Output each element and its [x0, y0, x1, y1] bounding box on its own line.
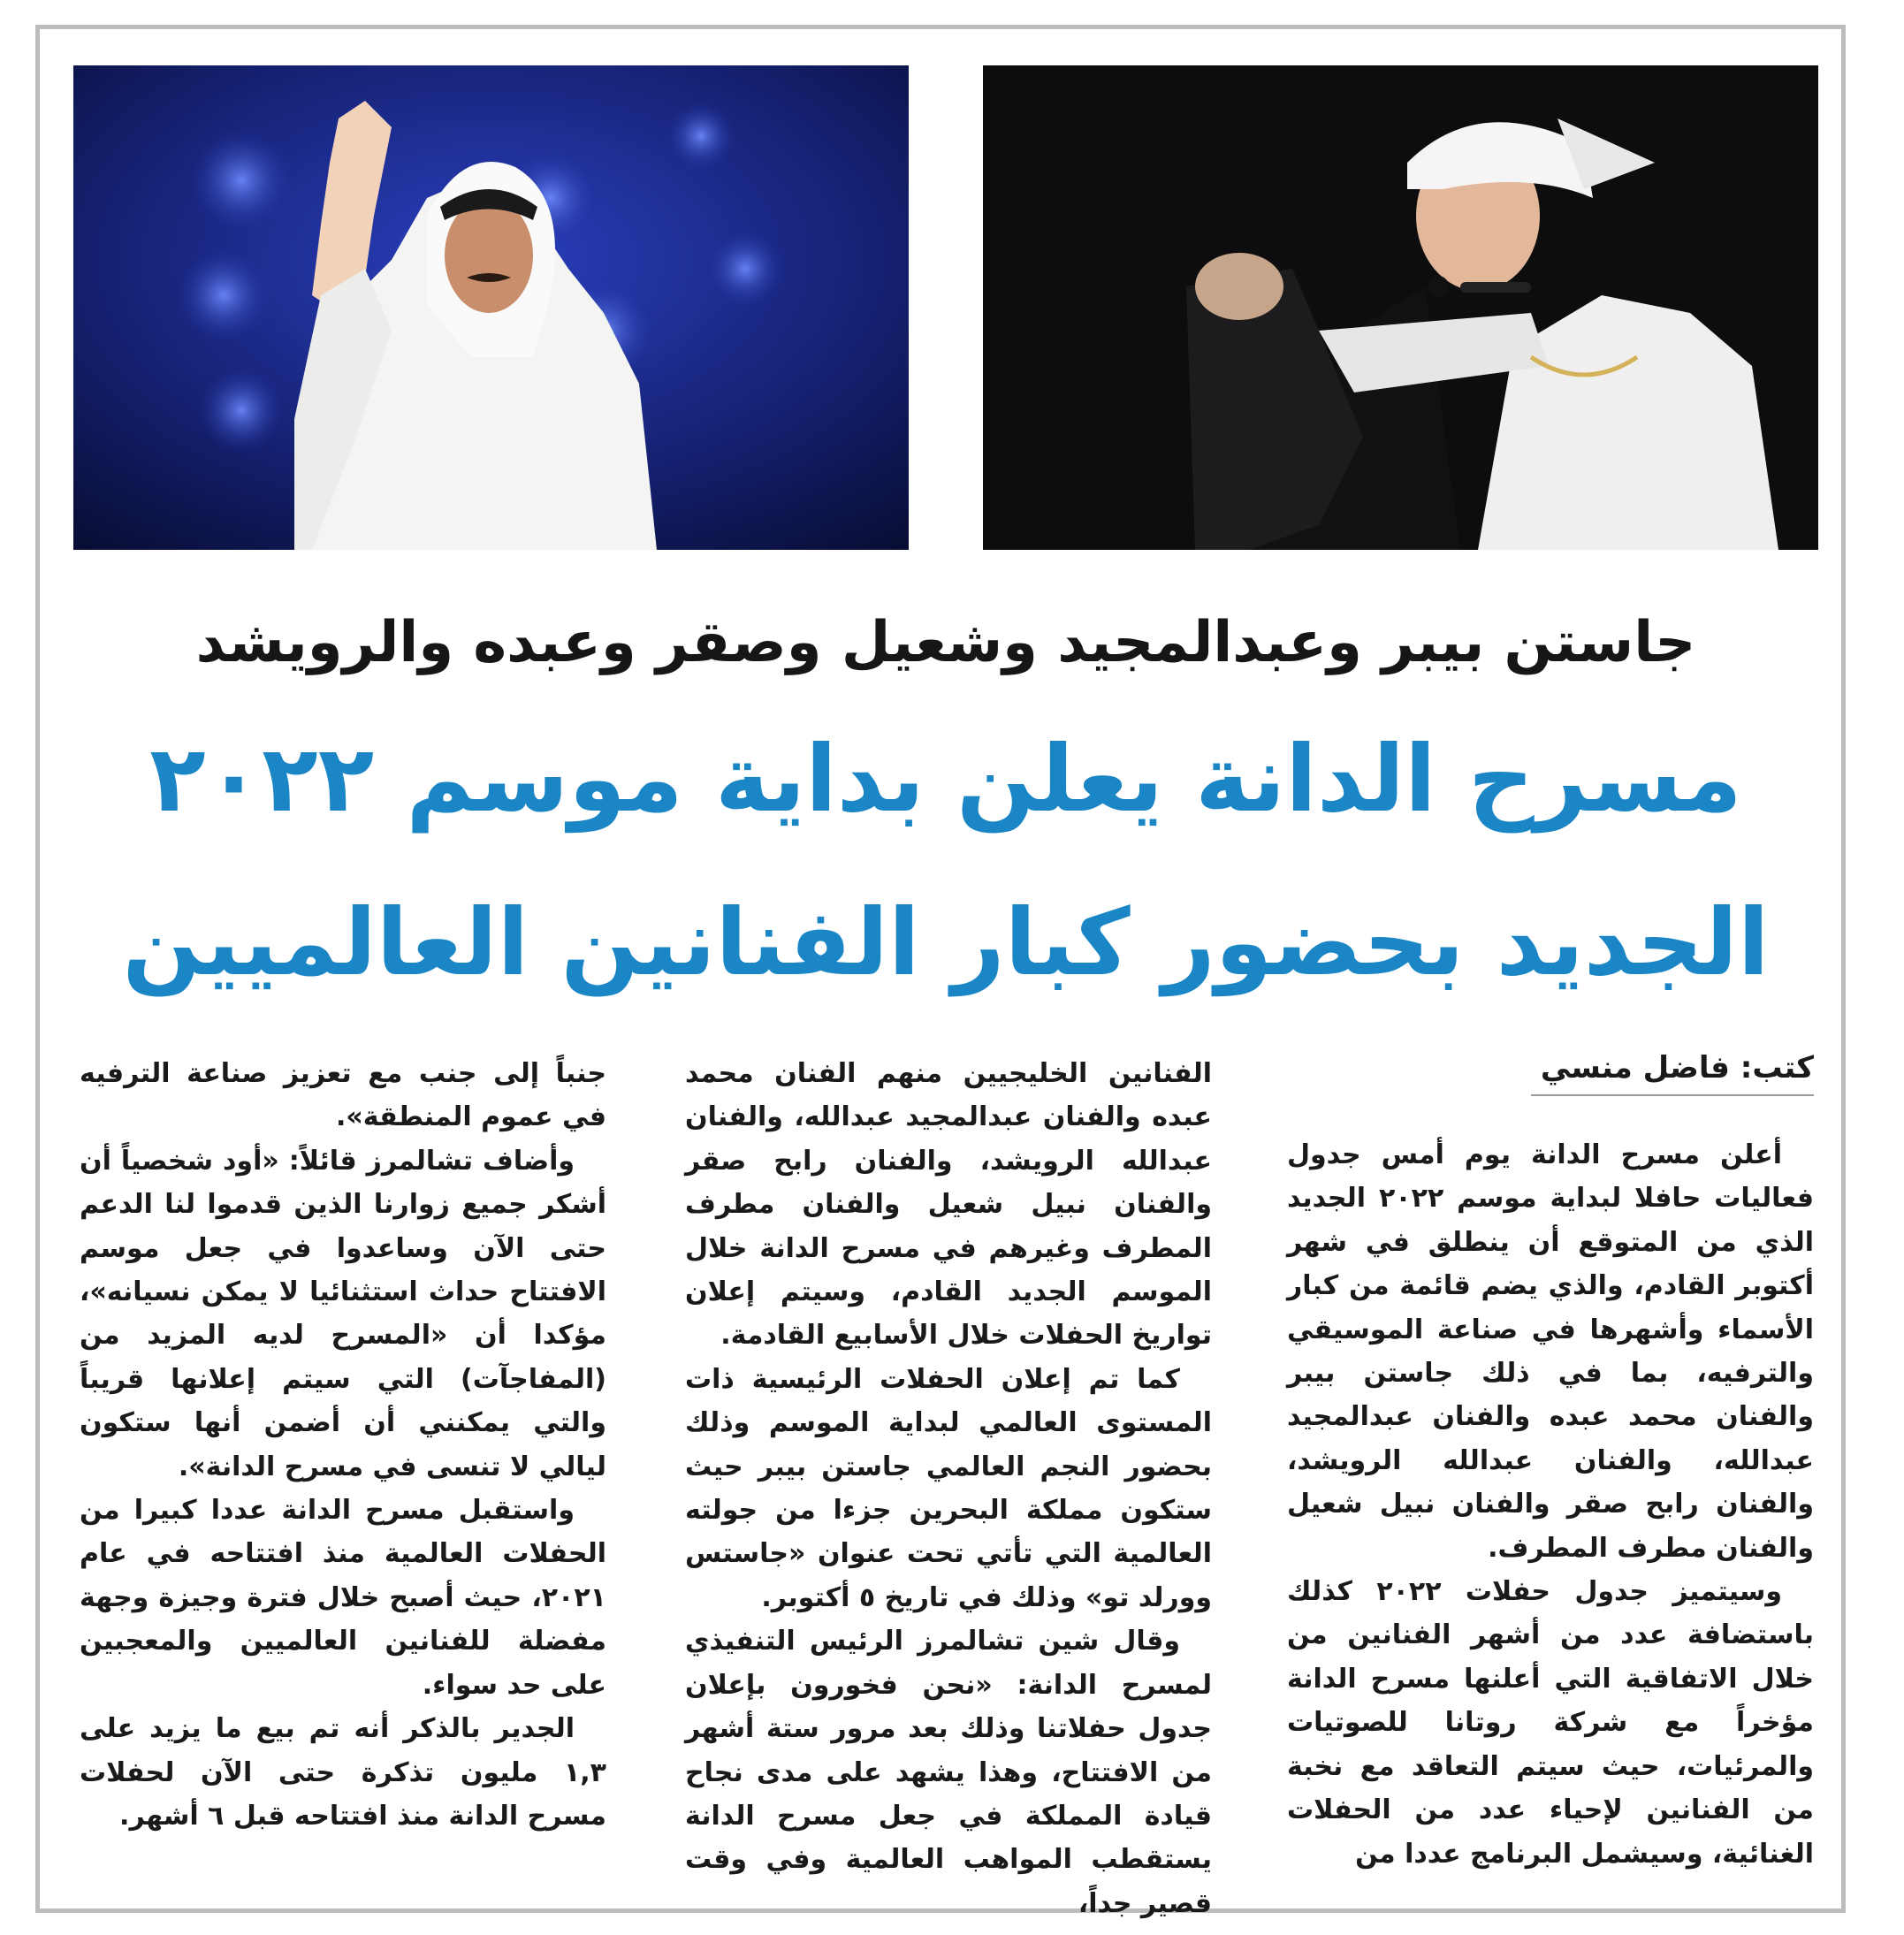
paragraph: وقال شين تشالمرز الرئيس التنفيذي لمسرح الدانة: «نحن فخورون بإعلان جدول حفلاتنا وذلك بعد مرور ستة أشهر من الافتتاح، وهذا يشهد على مدى نجاح قيادة المملكة في جعل مسرح الدانة يستقطب المواهب العالمية وفي وقت قصير جداً،: [685, 1626, 1212, 1919]
paragraph: جنباً إلى جنب مع تعزيز صناعة الترفيه في عموم المنطقة».: [80, 1058, 606, 1133]
paragraph: وأضاف تشالمرز قائلاً: «أود شخصياً أن أشكر جميع زوارنا الذين قدموا لنا الدعم حتى الآن وساعدوا في جعل موسم الافتتاح حداث استثنائيا لا يمكن نسيانه»، مؤكدا أن «المسرح لديه المزيد من (المفاجآت) التي سيتم إعلانها قريباً والتي يمكنني أن أضمن أنها ستكون ليالي لا تنسى في مسرح الدانة».: [80, 1145, 606, 1482]
article-column-left: [80, 1052, 606, 1883]
paragraph: أعلن مسرح الدانة يوم أمس جدول فعاليات حافلا لبداية موسم ٢٠٢٢ الجديد الذي من المتوقع أن ينطلق في شهر أكتوبر القادم، والذي يضم قائمة من كبار الأسماء وأشهرها في صناعة الموسيقي والترفيه، بما في ذلك جاستن بيبر والفنان محمد عبده والفنان عبدالمجيد عبدالله، والفنان عبدالله الرويشد، والفنان رابح صقر والفنان نبيل شعيل والفنان مطرف المطرف.: [1287, 1139, 1814, 1564]
article-headline-line-2: الجديد بحضور كبار الفنانين العالميين: [122, 888, 1770, 996]
paragraph: الجدير بالذكر أنه تم بيع ما يزيد على ١,٣ مليون تذكرة حتى الآن لحفلات مسرح الدانة منذ افتتاحه قبل ٦ أشهر.: [80, 1713, 606, 1832]
article-headline-line-1: مسرح الدانة يعلن بداية موسم ٢٠٢٢: [149, 725, 1742, 833]
article-kicker: جاستن بيبر وعبدالمجيد وشعيل وصقر وعبده والرويشد: [195, 610, 1696, 675]
article-column-right: [1287, 1133, 1814, 1893]
article-byline: كتب: فاضل منسي: [1531, 1050, 1814, 1096]
photo-singer-pointing: [983, 65, 1818, 550]
paragraph: وسيتميز جدول حفلات ٢٠٢٢ كذلك باستضافة عدد من أشهر الفنانين من خلال الاتفاقية التي أعلنها مسرح الدانة مؤخراً مع شركة روتانا للصوتيات والمرئيات، حيث سيتم التعاقد مع نخبة من الفنانين لإحياء عدد من الحفلات الغنائية، وسيشمل البرنامج عددا من: [1287, 1576, 1814, 1870]
paragraph: واستقبل مسرح الدانة عددا كبيرا من الحفلات العالمية منذ افتتاحه في عام ٢٠٢١، حيث أصبح خلال فترة وجيزة وجهة مفضلة للفنانين العالميين والمعجبين على حد سواء.: [80, 1495, 606, 1701]
paragraph: الفنانين الخليجيين منهم الفنان محمد عبده والفنان عبدالمجيد عبدالله، والفنان عبدالله الرويشد، والفنان رابح صقر والفنان نبيل شعيل والفنان مطرف المطرف وغيرهم في مسرح الدانة خلال الموسم الجديد القادم، وسيتم إعلان تواريخ الحفلات خلال الأسابيع القادمة.: [685, 1058, 1212, 1352]
photo-singer-waving: [73, 65, 909, 550]
article-column-middle: [685, 1052, 1212, 1919]
paragraph: كما تم إعلان الحفلات الرئيسية ذات المستوى العالمي لبداية الموسم وذلك بحضور النجم العالمي جاستن بيبر حيث ستكون مملكة البحرين جزءا من جولته العالمية التي تأتي تحت عنوان «جاستس وورلد تو» وذلك في تاريخ ٥ أكتوبر.: [685, 1363, 1212, 1613]
